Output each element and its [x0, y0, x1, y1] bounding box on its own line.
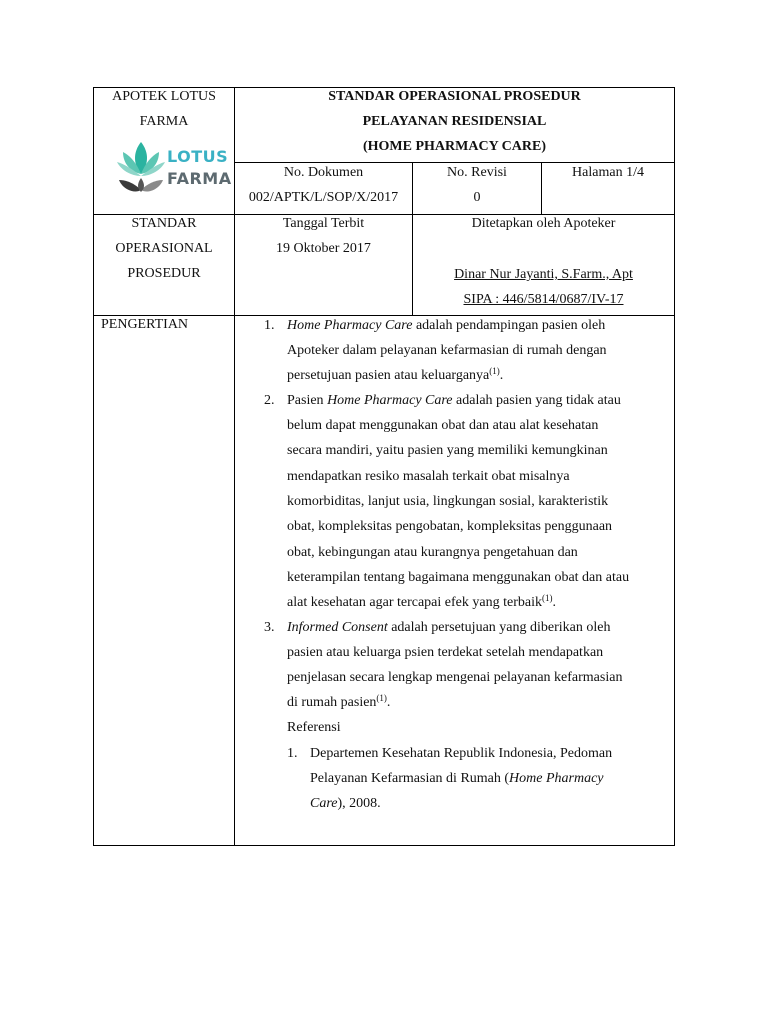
definition-item-3-line1	[287, 619, 610, 637]
table-border-left	[93, 87, 94, 846]
reference-text: ), 2008.	[337, 796, 381, 811]
definition-item-1-line1	[287, 317, 605, 335]
definition-term: Informed Consent	[287, 620, 388, 635]
definition-end: .	[386, 695, 391, 710]
approved-by-label: Ditetapkan oleh Apoteker	[471, 216, 616, 231]
section-label-pengertian: PENGERTIAN	[101, 317, 189, 332]
logo-word-lotus: LOTUS	[167, 147, 229, 166]
sop-title-line2: PELAYANAN RESIDENSIAL	[362, 114, 547, 129]
definition-term: Home Pharmacy Care	[287, 318, 413, 333]
table-border-right	[674, 87, 675, 846]
revision-label: No. Revisi	[447, 165, 507, 180]
definition-item-1-line2: Apoteker dalam pelayanan kefarmasian di rumah dengan	[287, 343, 607, 358]
sop-title-line1: STANDAR OPERASIONAL PROSEDUR	[328, 89, 581, 104]
issue-date-label: Tanggal Terbit	[282, 216, 365, 231]
sop-title-line3: (HOME PHARMACY CARE)	[362, 139, 546, 154]
definition-item-2-line8: keterampilan tentang bagaimana menggunakan obat dan atau	[287, 570, 630, 585]
list-item-number: 2.	[264, 393, 275, 408]
definition-item-2-line2: belum dapat menggunakan obat dan atau alat kesehatan	[287, 418, 599, 433]
definition-text: persetujuan pasien atau keluarganya	[287, 368, 490, 383]
definition-item-2-line7: obat, kebingungan atau kurangnya pengetahuan dan	[287, 545, 578, 560]
revision-value: 0	[473, 190, 481, 205]
list-item-number: 3.	[264, 620, 275, 635]
definition-text: adalah pasien yang tidak atau	[452, 393, 621, 408]
reference-title-italic: Home Pharmacy	[509, 771, 604, 786]
definition-item-3-line2: pasien atau keluarga psien terdekat setelah mendapatkan	[287, 645, 604, 660]
reference-text: Pelayanan Kefarmasian di Rumah (	[310, 771, 510, 786]
reference-number: 1.	[287, 746, 298, 761]
definition-end: .	[552, 595, 556, 610]
table-border-meta-top	[234, 162, 675, 163]
reference-line1: Departemen Kesehatan Republik Indonesia, Pedoman	[310, 746, 613, 761]
definition-item-2-line5: komorbiditas, lanjut usia, lingkungan sosial, karakteristik	[287, 494, 609, 509]
approver-name: Dinar Nur Jayanti, S.Farm., Apt	[454, 267, 633, 282]
definition-prefix: Pasien	[287, 393, 328, 408]
definition-item-2-line6: obat, kompleksitas pengobatan, kompleksitas penggunaan	[287, 519, 613, 534]
definition-item-3-line4	[287, 694, 390, 712]
sop-label-line1: STANDAR	[131, 216, 197, 231]
lotus-farma-logo	[113, 138, 232, 196]
reference-line2	[310, 770, 604, 788]
definition-text: adalah pendampingan pasien oleh	[412, 318, 606, 333]
definition-item-2-line4: mendapatkan resiko masalah terkait obat misalnya	[287, 469, 570, 484]
definition-item-2-line3: secara mandiri, yaitu pasien yang memiliki kemungkinan	[287, 443, 608, 458]
definition-item-3-line3: penjelasan secara lengkap mengenai pelayanan kefarmasian	[287, 670, 623, 685]
citation-ref: (1)	[541, 593, 553, 603]
approver-sipa: SIPA : 446/5814/0687/IV-17	[463, 292, 624, 307]
definition-text: di rumah pasien	[287, 695, 377, 710]
definition-end: .	[499, 368, 504, 383]
org-name-line2: FARMA	[139, 114, 189, 129]
citation-ref: (1)	[376, 693, 387, 703]
table-border-bottom	[93, 845, 675, 846]
definition-item-2-line1	[287, 392, 621, 410]
definition-text: adalah persetujuan yang diberikan oleh	[387, 620, 611, 635]
sop-label-line2: OPERASIONAL	[115, 241, 213, 256]
issue-date-value: 19 Oktober 2017	[276, 241, 371, 256]
logo-word-farma: FARMA	[167, 169, 232, 188]
definition-item-1-line3	[287, 367, 503, 385]
sop-label-line3: PROSEDUR	[127, 266, 201, 281]
doc-no-label: No. Dokumen	[283, 165, 364, 180]
definition-text: alat kesehatan agar tercapai efek yang terbaik	[287, 595, 542, 610]
reference-line3	[310, 795, 381, 813]
doc-no-value: 002/APTK/L/SOP/X/2017	[248, 190, 399, 205]
reference-heading: Referensi	[287, 720, 341, 735]
definition-term: Home Pharmacy Care	[327, 393, 453, 408]
reference-title-italic: Care	[310, 796, 338, 811]
list-item-number: 1.	[264, 318, 275, 333]
org-name-line1: APOTEK LOTUS	[112, 89, 216, 104]
page-number-label: Halaman 1/4	[572, 165, 644, 180]
definition-item-2-line9	[287, 594, 556, 612]
citation-ref: (1)	[489, 366, 500, 376]
